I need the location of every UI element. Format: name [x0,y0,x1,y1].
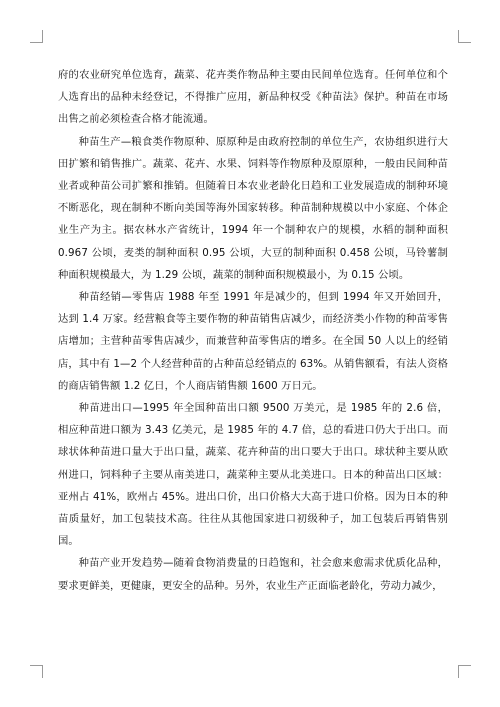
paragraph-seed-import-export: 种苗进出口—1995 年全国种苗出口额 9500 万美元，是 1985 年的 2.6 倍，相应种苗进口额为 3.43 亿美元，是 1985 年的 4.7 倍，总的看进口仍大于出口。而球状体种苗进口量大于出口量，蔬菜、花卉种苗的出口要大于出口。球状种主要从欧州进口，饲料种子主要从南美进口，蔬菜种主要从北美进口。日本的种苗出口区域：亚州占 41%，欧州占 45%。进出口价，出口价格大大高于进口价格。因为日本的种苗质量好，加工包装技术高。往往从其他国家进口初级种子，加工包装后再销售别国。 [58,402,448,548]
paragraph-industry-trend: 种苗产业开发趋势—随着食物消费量的日趋饱和，社会愈来愈需求优质化品种，要求更鲜美，更健康，更安全的品种。另外，农业生产正面临老龄化，劳动力减少， [58,557,448,592]
crop-mark-top-right [458,30,471,43]
crop-mark-top-left [30,30,43,43]
crop-mark-bottom-right [458,665,471,678]
paragraph-seed-production: 种苗生产—粮食类作物原种、原原种是由政府控制的单位生产，农协组织进行大田扩繁和销售推广。蔬菜、花卉、水果、饲料等作物原种及原原种，一般由民间种苗业者或种苗公司扩繁和推销。但随着日本农业老龄化日趋和工业发展造成的制种环境不断恶化，现在制种不断向美国等海外国家转移。种苗制种规模以中小家庭、个体企业生产为主。据农林水产省统计，1994 年一个制种农户的规模，水稻的制种面积 0.967 公顷，麦类的制种面积 0.95 公顷，大豆的制种面积 0.458 公顷，马铃薯制种面积规模最大，为 1.29 公顷，蔬菜的制种面积规模最小，为 0.15 公顷。 [58,135,448,281]
crop-mark-bottom-left [30,665,43,678]
document-body [58,64,448,597]
paragraph-seed-distribution: 种苗经销—零售店 1988 年至 1991 年是减少的，但到 1994 年又开始回升，达到 1.4 万家。经营粮食等主要作物的种苗销售店减少，而经济类小作物的种苗零售店增加；主营种苗零售店减少，而兼营种苗零售店的增多。在全国 50 人以上的经销店，其中有 1—2 个人经营种苗的占种苗总经销点的 63%。从销售额看，有法人资格的商店销售额 1.2 亿日，个人商店销售额 1600 万日元。 [58,291,448,392]
paragraph-seed-breeding-continued: 府的农业研究单位选育，蔬菜、花卉类作物品种主要由民间单位选育。任何单位和个人选育出的品种未经登记，不得推广应用，新品种权受《种苗法》保护。种苗在市场出售之前必须检查合格才能流通。 [58,69,448,126]
